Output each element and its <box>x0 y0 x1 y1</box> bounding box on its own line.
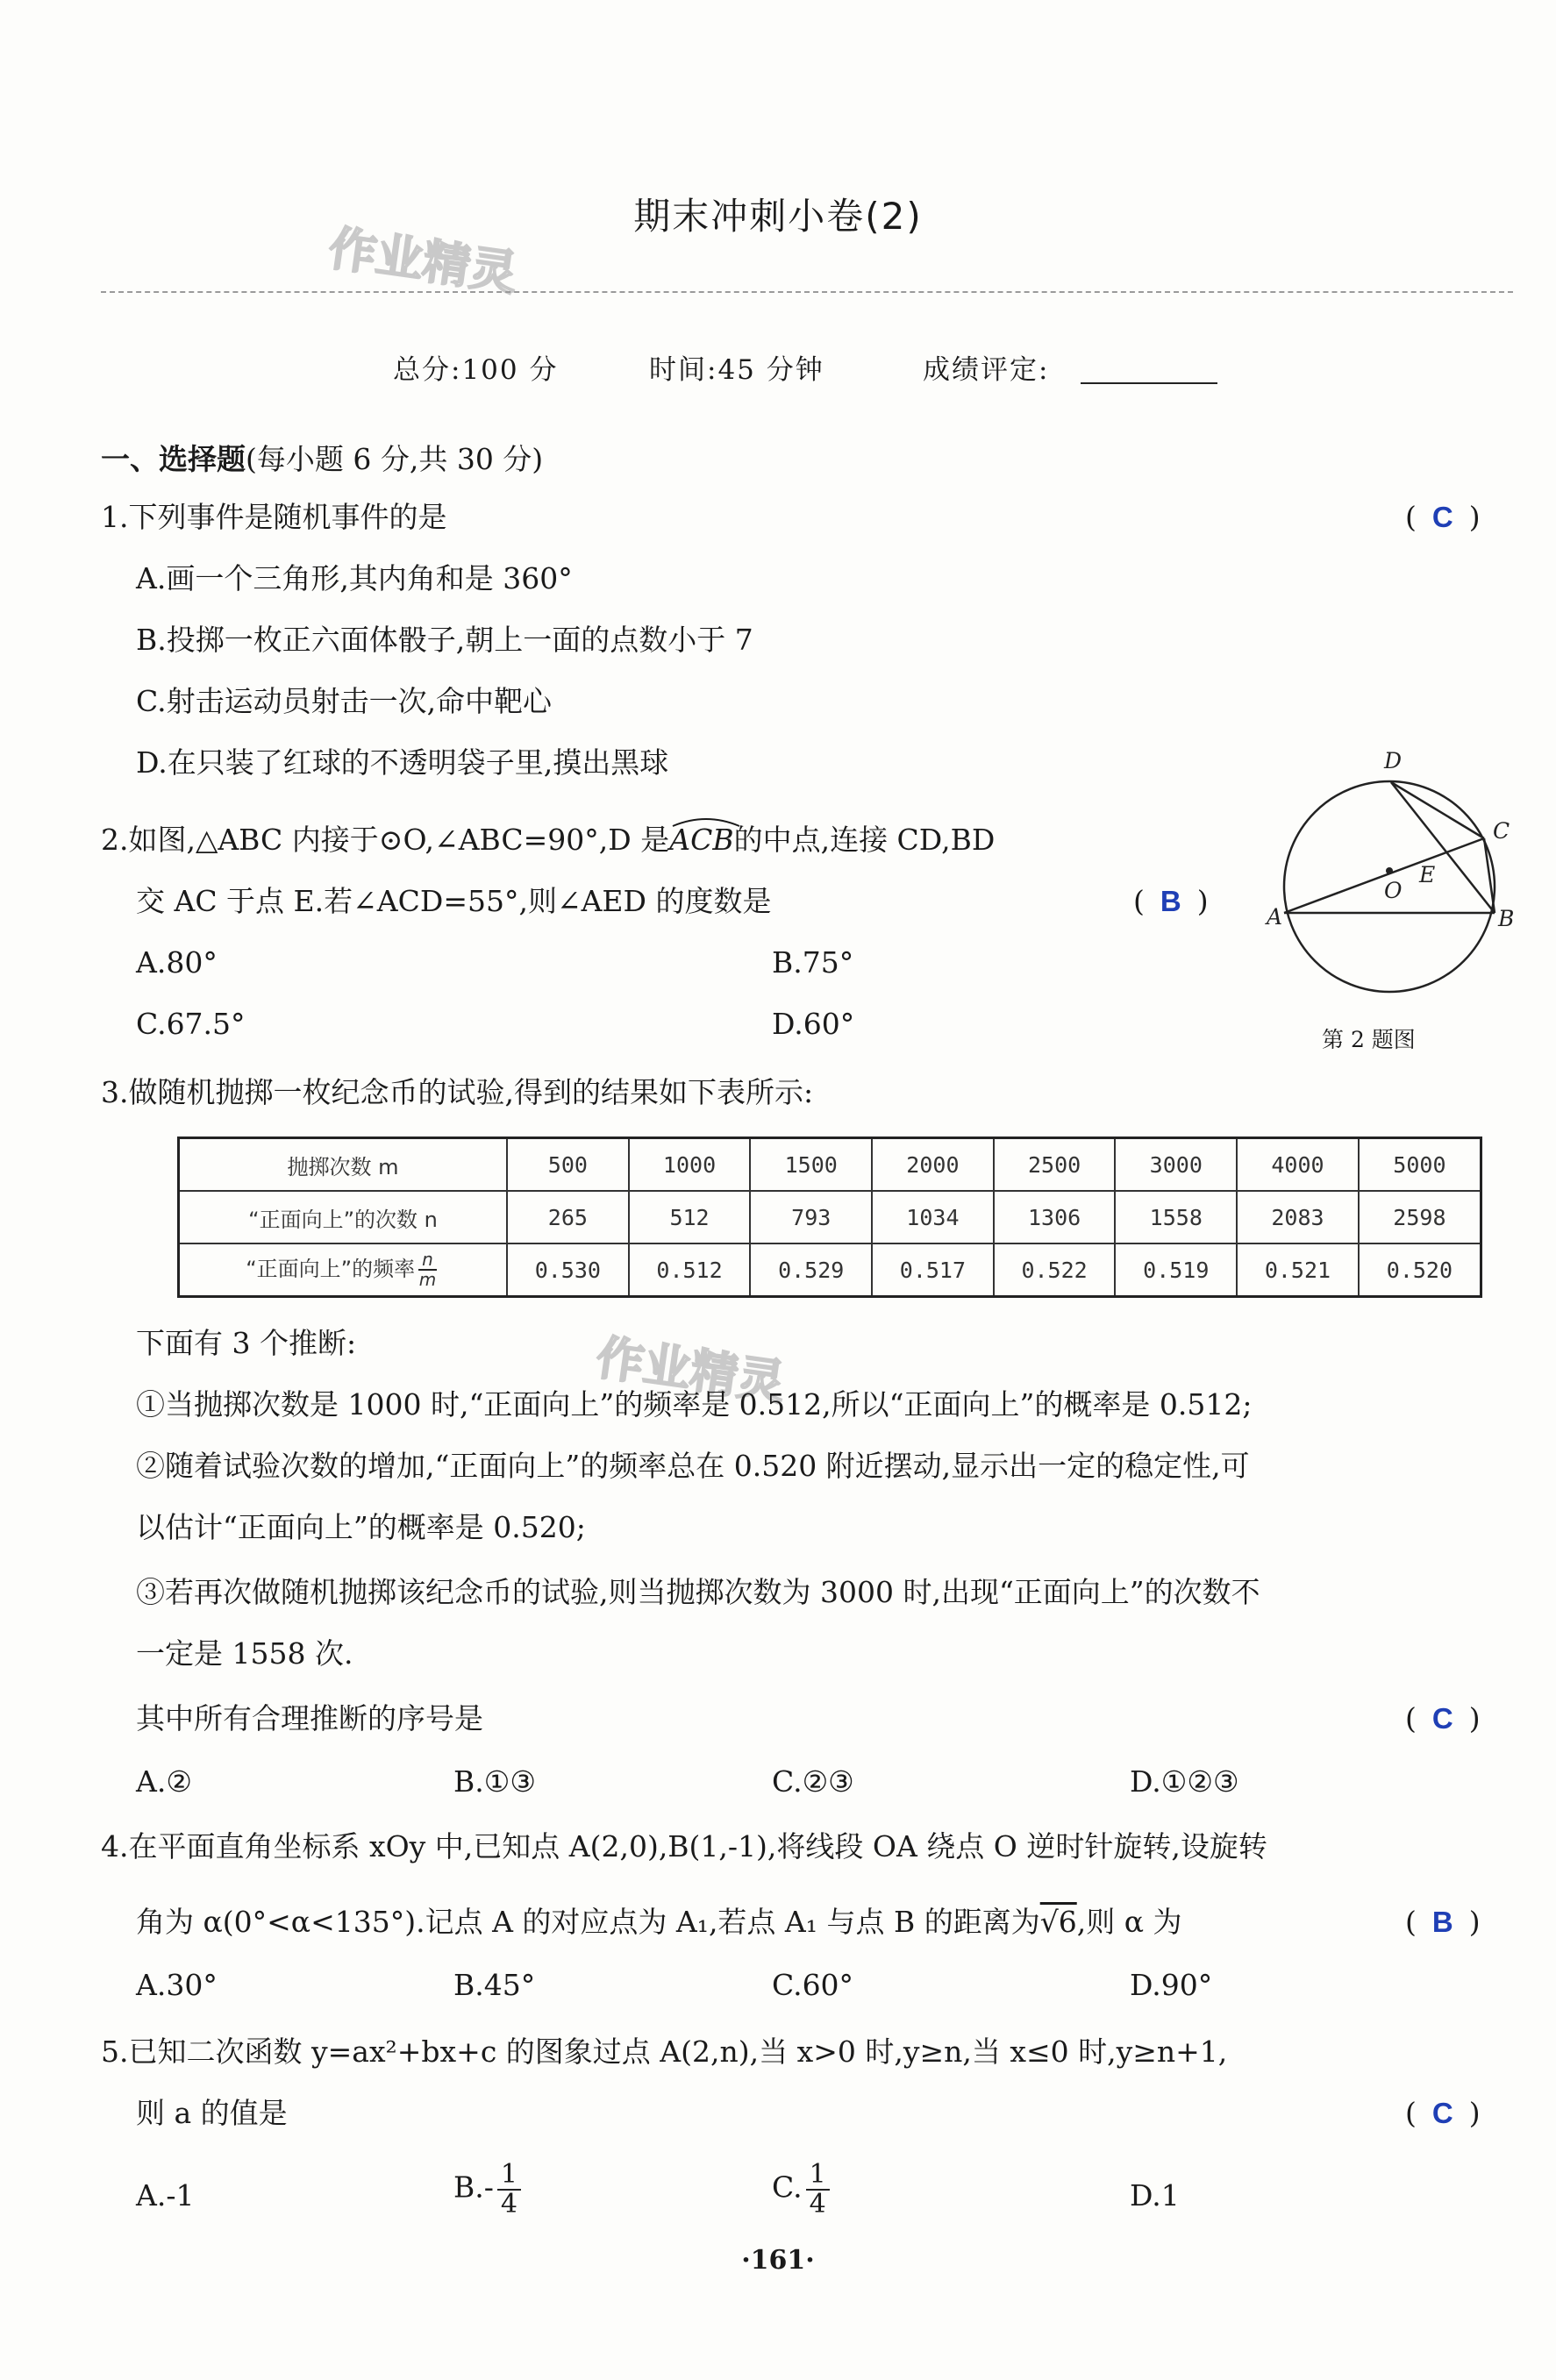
q2-arc-label: ACB <box>669 823 734 857</box>
q5-option-a: A.-1 <box>136 2178 195 2213</box>
table-cell: 1500 <box>750 1138 872 1192</box>
q2-stem-line1 <box>101 823 995 858</box>
grade-label: 成绩评定: <box>923 354 1050 386</box>
q4-line2-part2: ,则 α 为 <box>1076 1905 1182 1939</box>
q5-option-c-fraction <box>806 2161 830 2218</box>
q4-answer-letter: B <box>1431 1906 1453 1938</box>
q1-stem: 1.下列事件是随机事件的是 <box>101 500 447 534</box>
q3-ask: 其中所有合理推断的序号是 <box>136 1701 483 1735</box>
q4-sqrt: √6 <box>1039 1905 1077 1939</box>
frac-den: 4 <box>809 2188 826 2220</box>
q1-answer: ( C ) <box>1405 500 1481 534</box>
table-cell: 0.512 <box>629 1243 751 1297</box>
table-cell: 0.521 <box>1237 1243 1359 1297</box>
table-cell: 5000 <box>1359 1138 1481 1192</box>
label-b: B <box>1498 906 1515 931</box>
q2-arc <box>669 823 733 858</box>
table-cell: 4000 <box>1237 1138 1359 1192</box>
q5-option-c-prefix: C. <box>772 2170 803 2205</box>
section-title: 一、选择题 <box>101 442 246 476</box>
label-a: A <box>1267 904 1283 930</box>
page-number: ·161· <box>741 2245 815 2276</box>
table-cell: 0.530 <box>507 1243 629 1297</box>
q3-intro: 下面有 3 个推断: <box>136 1326 357 1360</box>
q3-option-d: D.①②③ <box>1130 1764 1239 1799</box>
q2-option-a: A.80° <box>136 945 218 980</box>
center-point <box>1386 867 1393 874</box>
q2-stem-part2: 的中点,连接 CD,BD <box>733 823 996 857</box>
arc-symbol <box>669 816 743 828</box>
q2-option-c: C.67.5° <box>136 1007 246 1041</box>
q5-option-c <box>772 2161 833 2218</box>
freq-label: “正面向上”的频率 <box>246 1257 416 1281</box>
q4-option-c: C.60° <box>772 1968 854 2002</box>
table-cell: 1034 <box>872 1191 994 1243</box>
section-heading <box>101 437 543 478</box>
q2-stem-line2: 交 AC 于点 E.若∠ACD=55°,则∠AED 的度数是 <box>136 884 772 918</box>
label-e: E <box>1419 862 1436 887</box>
q3-statement-1: ①当抛掷次数是 1000 时,“正面向上”的频率是 0.512,所以“正面向上”的概率是 0.512; <box>136 1387 1253 1422</box>
table-cell: 0.520 <box>1359 1243 1481 1297</box>
q2-option-b: B.75° <box>772 945 854 980</box>
q2-figure <box>1268 742 1531 996</box>
table-cell: 1000 <box>629 1138 751 1192</box>
chord-cd <box>1391 782 1484 838</box>
table-cell: 1306 <box>994 1191 1116 1243</box>
q4-option-a: A.30° <box>136 1968 218 2002</box>
frac-num: 1 <box>497 2161 521 2191</box>
q4-line1: 4.在平面直角坐标系 xOy 中,已知点 A(2,0),B(1,-1),将线段 OA 绕点 O 逆时针旋转,设旋转 <box>101 1829 1267 1863</box>
watermark: 作业精灵 <box>593 1329 789 1411</box>
q5-option-b-prefix: B.- <box>453 2170 494 2205</box>
table-row <box>179 1191 1481 1243</box>
q1-option-b: B.投掷一枚正六面体骰子,朝上一面的点数小于 7 <box>136 623 753 657</box>
table-cell: 1558 <box>1115 1191 1237 1243</box>
table-cell: 2500 <box>994 1138 1116 1192</box>
q4-option-d: D.90° <box>1130 1968 1213 2002</box>
q1-answer-letter: C <box>1431 501 1453 533</box>
label-d: D <box>1384 748 1403 773</box>
table-cell: 500 <box>507 1138 629 1192</box>
q2-answer-letter: B <box>1160 885 1181 917</box>
table-cell: 3000 <box>1115 1138 1237 1192</box>
q3-option-a: A.② <box>136 1764 192 1799</box>
table-row <box>179 1243 1481 1297</box>
q2-figure-caption: 第 2 题图 <box>1322 1027 1416 1052</box>
q3-statement-3b: 一定是 1558 次. <box>136 1636 353 1671</box>
freq-fraction <box>418 1251 437 1289</box>
table-cell: 2000 <box>872 1138 994 1192</box>
q5-line1: 5.已知二次函数 y=ax²+bx+c 的图象过点 A(2,n),当 x>0 时,y≥n,当 x≤0 时,y≥n+1, <box>101 2034 1228 2069</box>
q4-line2-part1: 角为 α(0°<α<135°).记点 A 的对应点为 A₁,若点 A₁ 与点 B 的距离为 <box>136 1905 1040 1939</box>
frac-den: m <box>418 1269 437 1290</box>
q2-answer: ( B ) <box>1133 884 1209 918</box>
table-row-label: 抛掷次数 m <box>179 1138 508 1192</box>
q3-statement-2b: 以估计“正面向上”的概率是 0.520; <box>136 1510 586 1544</box>
table-row-label <box>179 1243 508 1297</box>
q5-option-b <box>453 2161 525 2218</box>
table-cell: 0.519 <box>1115 1243 1237 1297</box>
table-cell: 0.517 <box>872 1243 994 1297</box>
watermark: 作业精灵 <box>325 220 521 302</box>
time-limit: 时间:45 分钟 <box>649 354 824 386</box>
q3-answer: ( C ) <box>1405 1701 1481 1735</box>
q3-option-c: C.②③ <box>772 1764 854 1799</box>
total-score: 总分:100 分 <box>393 354 559 386</box>
q5-answer-letter: C <box>1431 2097 1453 2129</box>
q3-option-b: B.①③ <box>453 1764 536 1799</box>
q4-answer: ( B ) <box>1405 1905 1481 1939</box>
table-cell: 2083 <box>1237 1191 1359 1243</box>
table-row-label: “正面向上”的次数 n <box>179 1191 508 1243</box>
q3-table <box>177 1137 1482 1298</box>
q5-option-b-fraction <box>497 2161 521 2218</box>
q1-option-a: A.画一个三角形,其内角和是 360° <box>136 561 573 595</box>
frac-den: 4 <box>500 2188 517 2220</box>
grade-blank[interactable] <box>1081 382 1217 384</box>
title-divider <box>101 291 1513 293</box>
q1-option-c: C.射击运动员射击一次,命中靶心 <box>136 684 553 718</box>
q4-line2 <box>136 1905 1182 1940</box>
q5-answer: ( C ) <box>1405 2096 1481 2130</box>
q3-answer-letter: C <box>1431 1702 1453 1735</box>
table-cell: 793 <box>750 1191 872 1243</box>
q2-stem-part1: 2.如图,△ABC 内接于⊙O,∠ABC=90°,D 是 <box>101 823 670 857</box>
label-c: C <box>1493 818 1510 844</box>
label-o: O <box>1384 878 1403 903</box>
table-cell: 0.522 <box>994 1243 1116 1297</box>
q2-option-d: D.60° <box>772 1007 855 1041</box>
table-cell: 512 <box>629 1191 751 1243</box>
q3-stem: 3.做随机抛掷一枚纪念币的试验,得到的结果如下表所示: <box>101 1075 814 1109</box>
table-cell: 265 <box>507 1191 629 1243</box>
q3-statement-2a: ②随着试验次数的增加,“正面向上”的频率总在 0.520 附近摆动,显示出一定的稳定性,可 <box>136 1449 1250 1483</box>
q1-option-d: D.在只装了红球的不透明袋子里,摸出黑球 <box>136 745 669 780</box>
frac-num: 1 <box>806 2161 830 2191</box>
table-cell: 0.529 <box>750 1243 872 1297</box>
q5-line2: 则 a 的值是 <box>136 2096 288 2130</box>
q5-option-d: D.1 <box>1130 2178 1180 2213</box>
section-note: (每小题 6 分,共 30 分) <box>246 442 544 476</box>
chord-bd <box>1391 782 1495 913</box>
frac-num: n <box>418 1251 437 1271</box>
table-cell: 2598 <box>1359 1191 1481 1243</box>
q4-option-b: B.45° <box>453 1968 536 2002</box>
page-title: 期末冲刺小卷(2) <box>633 195 923 238</box>
table-row <box>179 1138 1481 1192</box>
q3-statement-3a: ③若再次做随机抛掷该纪念币的试验,则当抛掷次数为 3000 时,出现“正面向上”的次数不 <box>136 1575 1260 1609</box>
